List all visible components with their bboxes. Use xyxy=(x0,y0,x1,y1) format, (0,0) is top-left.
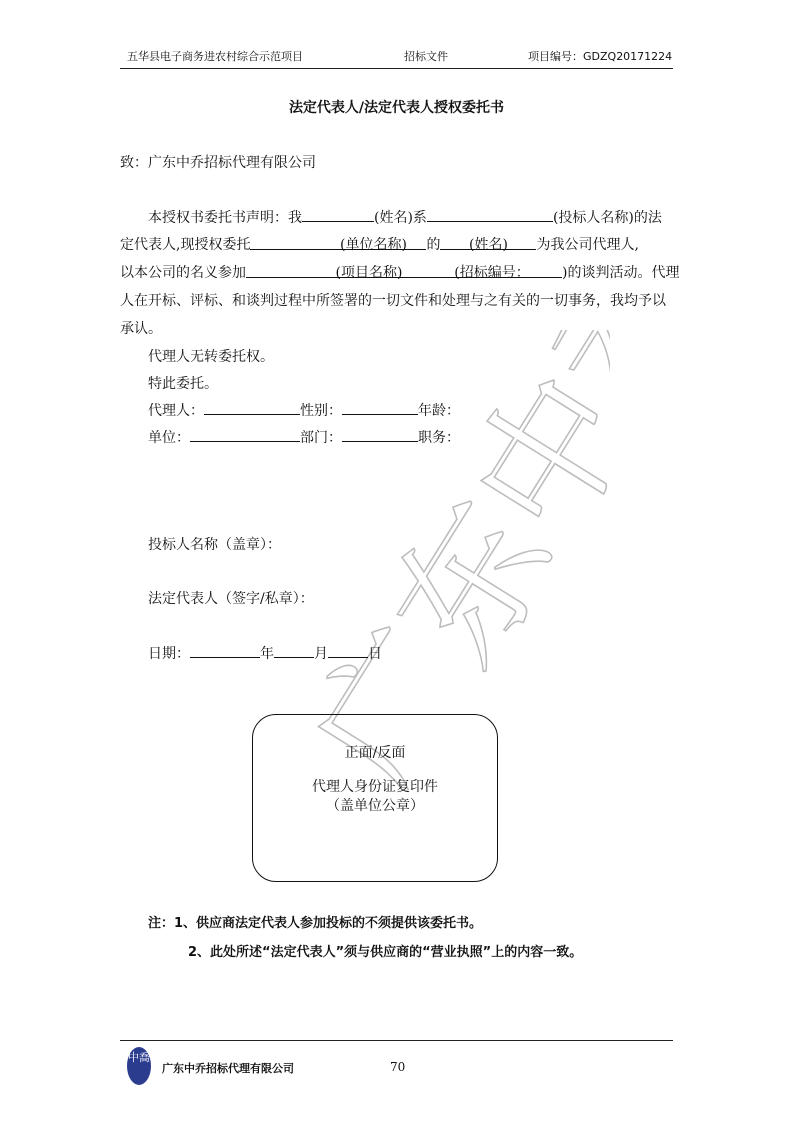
header-doc-type: 招标文件 xyxy=(404,50,448,63)
dept-field[interactable] xyxy=(342,426,418,442)
body-line-5: 承认。 xyxy=(120,321,162,337)
page-title: 法定代表人/法定代表人授权委托书 xyxy=(288,100,505,116)
legal-rep-sign: 法定代表人（签字/私章）： xyxy=(148,591,314,607)
text: (投标人名称)的法 xyxy=(552,210,662,226)
body-line-2 xyxy=(120,234,639,254)
age-label: 年龄： xyxy=(418,403,460,419)
gender-label: 性别： xyxy=(300,403,342,419)
header-project-no: 项目编号：GDZQ20171224 xyxy=(528,50,673,63)
bidder-seal: 投标人名称（盖章）： xyxy=(148,537,281,553)
footer-divider xyxy=(120,1040,673,1041)
unit-name-blank[interactable] xyxy=(250,234,426,253)
id-box-seal: （盖单位公章） xyxy=(326,798,424,814)
body-line-3 xyxy=(120,262,679,282)
position-label: 职务： xyxy=(418,430,460,446)
date-row xyxy=(148,642,382,663)
year-field[interactable] xyxy=(190,642,260,658)
no-transfer: 代理人无转委托权。 xyxy=(148,349,274,365)
bidder-name-blank[interactable] xyxy=(427,206,553,222)
footer-company: 广东中乔招标代理有限公司 xyxy=(162,1062,294,1075)
gender-field[interactable] xyxy=(342,399,418,415)
watermark-text: 广东中乔 xyxy=(280,330,610,790)
project-name-blank[interactable] xyxy=(246,262,422,281)
agent-field[interactable] xyxy=(204,399,300,415)
name-blank[interactable] xyxy=(302,206,374,222)
day-label: 日 xyxy=(368,646,382,662)
month-label: 月 xyxy=(314,646,328,662)
body-line-1 xyxy=(148,206,662,227)
text: (姓名)系 xyxy=(374,210,427,226)
agent-row xyxy=(148,399,460,420)
agent-name-blank[interactable] xyxy=(440,234,536,253)
hereby: 特此委托。 xyxy=(148,376,218,392)
company-logo xyxy=(126,1046,152,1086)
page-number: 70 xyxy=(390,1060,406,1074)
blank-label: (姓名) xyxy=(468,237,508,253)
id-copy-box xyxy=(252,714,498,882)
text: 以本公司的名义参加 xyxy=(120,265,246,281)
dept-label: 部门： xyxy=(300,430,342,446)
text: )的谈判活动。代理 xyxy=(562,265,680,281)
year-label: 年 xyxy=(260,646,274,662)
date-label: 日期： xyxy=(148,646,190,662)
text: 定代表人,现授权委托 xyxy=(120,237,251,253)
header-divider xyxy=(120,68,673,69)
text: 本授权书委托书声明：我 xyxy=(148,210,302,226)
unit-field[interactable] xyxy=(190,426,300,442)
header-project: 五华县电子商务进农村综合示范项目 xyxy=(127,50,303,63)
id-box-side: 正面/反面 xyxy=(344,745,406,761)
day-field[interactable] xyxy=(328,642,368,658)
tender-no-blank[interactable] xyxy=(422,262,562,281)
unit-label: 单位： xyxy=(148,430,190,446)
unit-row xyxy=(148,426,460,447)
note-1: 注：1、供应商法定代表人参加投标的不须提供该委托书。 xyxy=(148,916,483,931)
blank-label: (招标编号： xyxy=(454,265,530,281)
logo-text: 中喬 xyxy=(128,1051,150,1064)
text: 为我公司代理人, xyxy=(536,237,639,253)
blank-label: (项目名称) xyxy=(335,265,403,281)
text: 的 xyxy=(426,237,441,253)
month-field[interactable] xyxy=(274,642,314,658)
blank-label: (单位名称) xyxy=(339,237,407,253)
note-2: 2、此处所述“法定代表人”须与供应商的“营业执照”上的内容一致。 xyxy=(188,945,583,960)
recipient: 致：广东中乔招标代理有限公司 xyxy=(120,155,316,171)
body-line-4: 人在开标、评标、和谈判过程中所签署的一切文件和处理与之有关的一切事务，我均予以 xyxy=(120,293,666,309)
id-box-title: 代理人身份证复印件 xyxy=(312,779,438,795)
agent-label: 代理人： xyxy=(148,403,204,419)
